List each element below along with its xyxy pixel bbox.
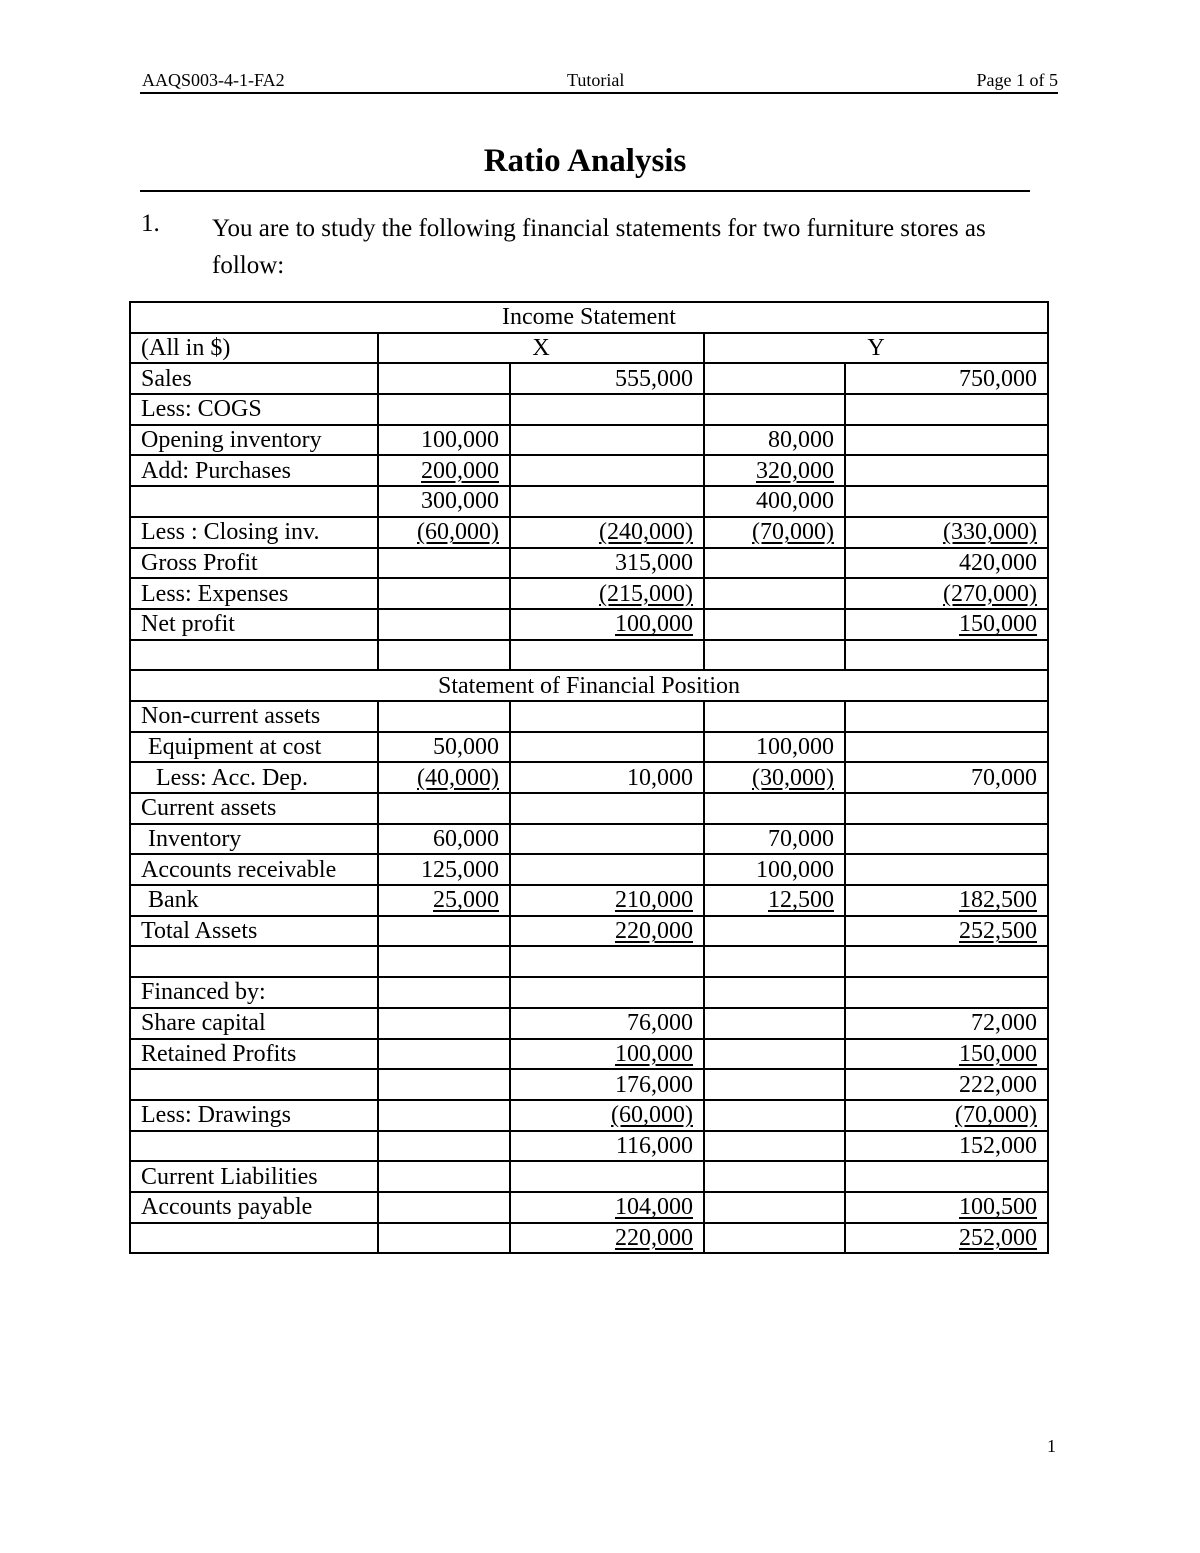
cell-x2 [510,455,704,486]
cell-y1 [704,394,845,425]
row-label: Opening inventory [130,425,378,456]
row-label: Less: Drawings [130,1100,378,1131]
cell-y2 [845,732,1048,763]
row-label: Add: Purchases [130,455,378,486]
cell-x1: 100,000 [378,425,510,456]
cell-x2: (240,000) [599,519,693,546]
cell-y1 [704,701,845,732]
cell-y2 [845,977,1048,1008]
row-label [130,1069,378,1100]
cell-y2 [845,394,1048,425]
question-text: You are to study the following financial statements for two furniture stores as follow: [212,215,986,279]
cell-x1 [378,548,510,579]
row-label: Current Liabilities [130,1161,378,1192]
cell-x1 [378,609,510,640]
cell-y2 [845,793,1048,824]
table-row [130,394,1048,425]
row-label: Current assets [130,793,378,824]
cell-y1 [704,1008,845,1039]
cell-y2: 252,500 [959,918,1038,945]
cell-x2: 220,000 [615,1224,693,1251]
cell-y1 [704,1161,845,1192]
cell-x2 [510,977,704,1008]
table-row [130,609,1048,640]
cell-y1: 400,000 [704,486,845,517]
cell-y2: 72,000 [845,1008,1048,1039]
cell-x2 [510,425,704,456]
financial-position-heading-row [130,670,1048,701]
header-page-info: Page 1 of 5 [976,70,1058,90]
row-label: Accounts receivable [130,854,378,885]
cell-y1 [704,578,845,609]
row-label: Non-current assets [130,701,378,732]
table-row [130,548,1048,579]
cell-y2: 222,000 [845,1069,1048,1100]
column-header-x: X [378,333,704,364]
cell-x1 [378,1223,510,1254]
cell-x1: 50,000 [378,732,510,763]
cell-y1 [704,363,845,394]
cell-x2 [510,1161,704,1192]
cell-x1 [378,1131,510,1162]
cell-y1 [704,977,845,1008]
cell-x2: 10,000 [510,762,704,793]
cell-x1 [378,363,510,394]
cell-x1 [378,1008,510,1039]
table-row [130,1069,1048,1100]
column-header-row [130,333,1048,364]
cell-x1: 300,000 [378,486,510,517]
cell-x2: 555,000 [510,363,704,394]
row-label: Less: COGS [130,394,378,425]
table-row [130,1039,1048,1070]
row-label: Gross Profit [130,548,378,579]
table-row-blank [130,640,1048,671]
table-row [130,824,1048,855]
row-label: Equipment at cost [130,732,378,763]
table-row [130,1008,1048,1039]
cell-x1 [378,394,510,425]
cell-x2: 176,000 [510,1069,704,1100]
cell-x1: (40,000) [417,764,499,791]
row-label: Bank [130,885,378,916]
cell-x2: 220,000 [615,918,693,945]
cell-x1: 60,000 [378,824,510,855]
cell-x1 [378,1039,510,1070]
cell-x2 [510,486,704,517]
cell-x2 [510,394,704,425]
table-row [130,363,1048,394]
cell-x1: 25,000 [433,887,499,914]
cell-y1: 70,000 [704,824,845,855]
cell-y2: 252,000 [959,1224,1038,1251]
row-label: Accounts payable [130,1192,378,1223]
cell-y2: (330,000) [943,519,1038,546]
cell-y1 [704,1069,845,1100]
cell-x1: (60,000) [417,519,499,546]
cell-y2: 420,000 [845,548,1048,579]
course-code: AAQS003-4-1-FA2 [142,70,285,90]
cell-x1 [378,793,510,824]
cell-x2: 100,000 [615,611,693,638]
cell-x2: 210,000 [615,887,693,914]
table-row [130,578,1048,609]
row-label: Total Assets [130,916,378,947]
income-statement-heading-row [130,302,1048,333]
cell-x1: 200,000 [421,457,499,484]
cell-y2: 100,500 [959,1194,1038,1221]
financial-position-heading: Statement of Financial Position [130,670,1048,701]
cell-x2: 315,000 [510,548,704,579]
income-statement-heading: Income Statement [130,302,1048,333]
cell-y1 [704,1100,845,1131]
column-header-y: Y [704,333,1048,364]
table-row [130,517,1048,548]
cell-y2: 150,000 [959,1040,1038,1067]
cell-x1 [378,578,510,609]
cell-x2 [510,793,704,824]
cell-y1: 320,000 [756,457,834,484]
cell-y1 [704,1223,845,1254]
cell-y2: 750,000 [845,363,1048,394]
table-row [130,793,1048,824]
cell-x1 [378,1161,510,1192]
row-label: Less : Closing inv. [130,517,378,548]
row-label [130,486,378,517]
cell-x2: (60,000) [611,1102,693,1129]
table-row [130,1100,1048,1131]
cell-x2 [510,701,704,732]
table-row [130,885,1048,916]
table-row [130,977,1048,1008]
cell-x1 [378,1069,510,1100]
cell-x1: 125,000 [378,854,510,885]
row-label: Financed by: [130,977,378,1008]
row-label: Share capital [130,1008,378,1039]
cell-y2 [845,824,1048,855]
cell-y1: (30,000) [752,764,834,791]
page-title: Ratio Analysis [140,138,1030,192]
cell-y2: 150,000 [959,611,1038,638]
table-row [130,1131,1048,1162]
cell-y2 [845,1161,1048,1192]
cell-y1 [704,1039,845,1070]
table-row [130,701,1048,732]
cell-y2 [845,486,1048,517]
cell-y1 [704,793,845,824]
cell-y1: (70,000) [752,519,834,546]
cell-x2: 116,000 [510,1131,704,1162]
cell-x2 [510,854,704,885]
row-label: Retained Profits [130,1039,378,1070]
cell-y2 [845,854,1048,885]
cell-x1 [378,1100,510,1131]
unit-label: (All in $) [130,333,378,364]
table-row [130,732,1048,763]
cell-y1 [704,1131,845,1162]
cell-y2 [845,701,1048,732]
cell-x2 [510,732,704,763]
row-label: Inventory [130,824,378,855]
cell-x1 [378,916,510,947]
table-row [130,1192,1048,1223]
cell-y1 [704,609,845,640]
row-label: Less: Expenses [130,578,378,609]
table-row [130,762,1048,793]
question-number: 1. [141,210,160,237]
row-label: Less: Acc. Dep. [130,762,378,793]
cell-x1 [378,701,510,732]
cell-x2: (215,000) [599,580,693,607]
cell-y1: 100,000 [704,732,845,763]
cell-y2: (70,000) [955,1102,1038,1129]
row-label [130,1223,378,1254]
page-header [140,70,1058,94]
table-row-blank [130,946,1048,977]
cell-y1 [704,916,845,947]
cell-y2: 70,000 [845,762,1048,793]
cell-y2: 182,500 [959,887,1038,914]
financial-statements-table [129,301,1049,1254]
row-label: Net profit [130,609,378,640]
cell-x2: 100,000 [615,1040,693,1067]
cell-y1 [704,548,845,579]
table-row [130,854,1048,885]
table-row [130,486,1048,517]
cell-y1: 100,000 [704,854,845,885]
cell-y2 [845,455,1048,486]
cell-y1: 12,500 [768,887,834,914]
cell-y1: 80,000 [704,425,845,456]
table-row [130,455,1048,486]
table-row [130,1161,1048,1192]
cell-x1 [378,977,510,1008]
cell-y1 [704,1192,845,1223]
table-row [130,1223,1048,1254]
cell-x2: 76,000 [510,1008,704,1039]
row-label: Sales [130,363,378,394]
cell-x2 [510,824,704,855]
cell-y2: (270,000) [943,580,1038,607]
table-row [130,425,1048,456]
cell-x2: 104,000 [615,1194,693,1221]
page-number: 1 [1047,1436,1056,1456]
table-row [130,916,1048,947]
header-center-label: Tutorial [567,70,625,90]
cell-y2: 152,000 [845,1131,1048,1162]
cell-y2 [845,425,1048,456]
cell-x1 [378,1192,510,1223]
row-label [130,1131,378,1162]
